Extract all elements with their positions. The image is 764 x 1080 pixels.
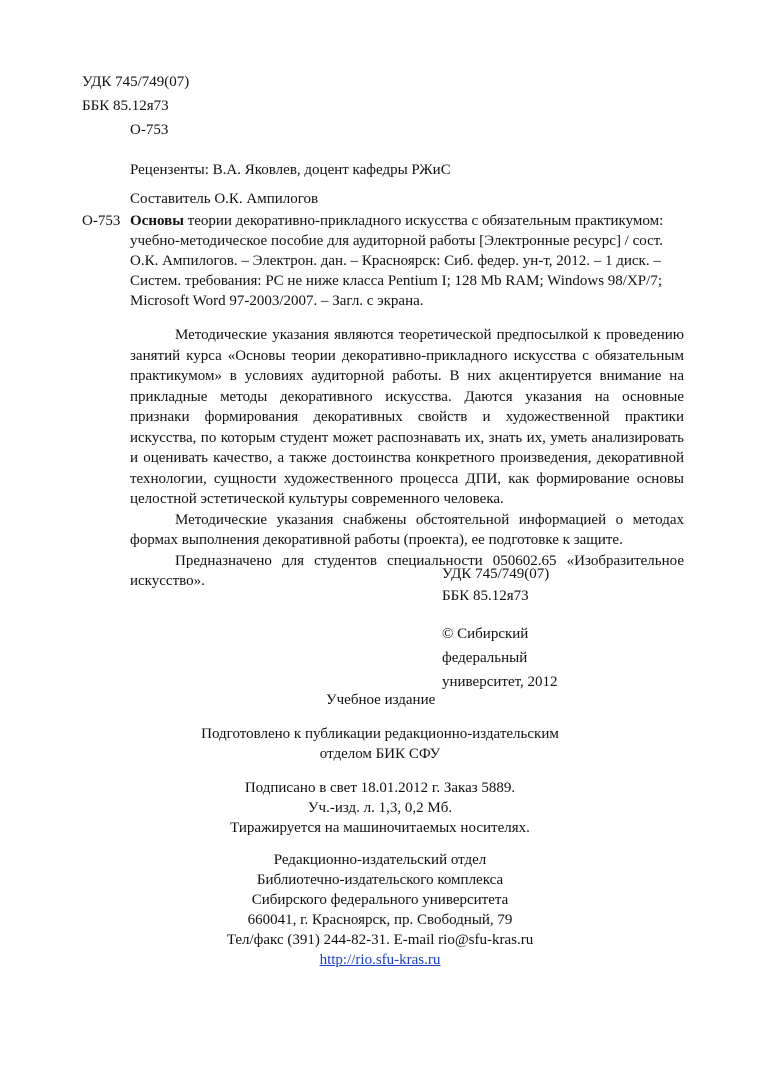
compiler: Составитель О.К. Ампилогов: [130, 191, 319, 207]
publication-info: [160, 778, 600, 838]
abstract: [130, 325, 684, 592]
dept-line-2: Библиотечно-издательского комплекса: [256, 872, 504, 888]
dept-line-3: Сибирского федерального университета: [251, 892, 509, 908]
signed-line: Подписано в свет 18.01.2012 г. Заказ 5889.: [244, 780, 516, 796]
abstract-paragraph-1: Методические указания являются теоретической предпосылкой к проведению занятий курса «Основы теории декоративно-прикладного искусства с обязательным практикумом» в условиях аудиторной работы. В них акцентируется внимание на прикладные методы декоративного искусства. Даются указания на основные признаки формирования декоративных свойств и художественной практики искусства, по которым студент может распознавать их, знать их, уметь анализировать и оценивать качество, а также достоинства конкретного произведения, декоративной технологии, сущности художественного процесса ДПИ, как формирование основы целостной эстетической культуры современного человека.: [130, 327, 684, 507]
bib-line-5: Microsoft Word 97-2003/2007. – Загл. с экрана.: [130, 293, 424, 309]
size-line: Уч.-изд. л. 1,3, 0,2 Мб.: [307, 800, 453, 816]
copyright-line-1: © Сибирский: [442, 626, 529, 642]
header-udk: УДК 745/749(07): [82, 74, 190, 90]
abstract-paragraph-3: Предназначено для студентов специальности 050602.65 «Изобразительное искусство».: [130, 552, 684, 589]
prepared-block: [160, 724, 600, 764]
copyright-line-2: федеральный: [442, 650, 528, 666]
header-bbk: ББК 85.12я73: [82, 98, 169, 114]
classification-bbk: ББК 85.12я73: [442, 588, 529, 604]
bib-line-1-rest: теории декоративно-прикладного искусства с обязательным практикумом:: [187, 213, 664, 229]
prepared-line-1: Подготовлено к публикации редакционно-издательским: [201, 726, 559, 742]
address-line: 660041, г. Красноярск, пр. Свободный, 79: [247, 912, 513, 928]
classification-udk: УДК 745/749(07): [442, 566, 550, 582]
abstract-paragraph-2: Методические указания снабжены обстоятельной информацией о методах формах выполнения декоративной работы (проекта), ее подготовке к защите.: [130, 511, 684, 548]
bib-line-4: Систем. требования: PC не ниже класса Pentium I; 128 Mb RAM; Windows 98/XP/7;: [130, 273, 662, 289]
header-author-mark: О-753: [130, 122, 169, 138]
publisher-address: [160, 850, 600, 970]
bib-mark: О-753: [82, 213, 121, 229]
bib-title: Основы: [130, 213, 184, 229]
bib-line-2: учебно-методическое пособие для аудиторной работы [Электронные ресурс] / сост.: [130, 233, 663, 249]
media-line: Тиражируется на машиночитаемых носителях.: [230, 820, 530, 836]
reviewers: Рецензенты: В.А. Яковлев, доцент кафедры РЖиС: [130, 162, 451, 178]
website-link[interactable]: http://rio.sfu-kras.ru: [319, 952, 441, 968]
dept-line-1: Редакционно-издательский отдел: [273, 852, 487, 868]
bib-line-3: О.К. Ампилогов. – Электрон. дан. – Красноярск: Сиб. федер. ун-т, 2012. – 1 диск. –: [130, 253, 661, 269]
bib-line-1: [130, 211, 663, 231]
contacts-line: Тел/факс (391) 244-82-31. E-mail rio@sfu-kras.ru: [226, 932, 534, 948]
copyright-line-3: университет, 2012: [442, 674, 558, 690]
edition-type: Учебное издание: [326, 692, 436, 708]
prepared-line-2: отделом БИК СФУ: [319, 746, 441, 762]
